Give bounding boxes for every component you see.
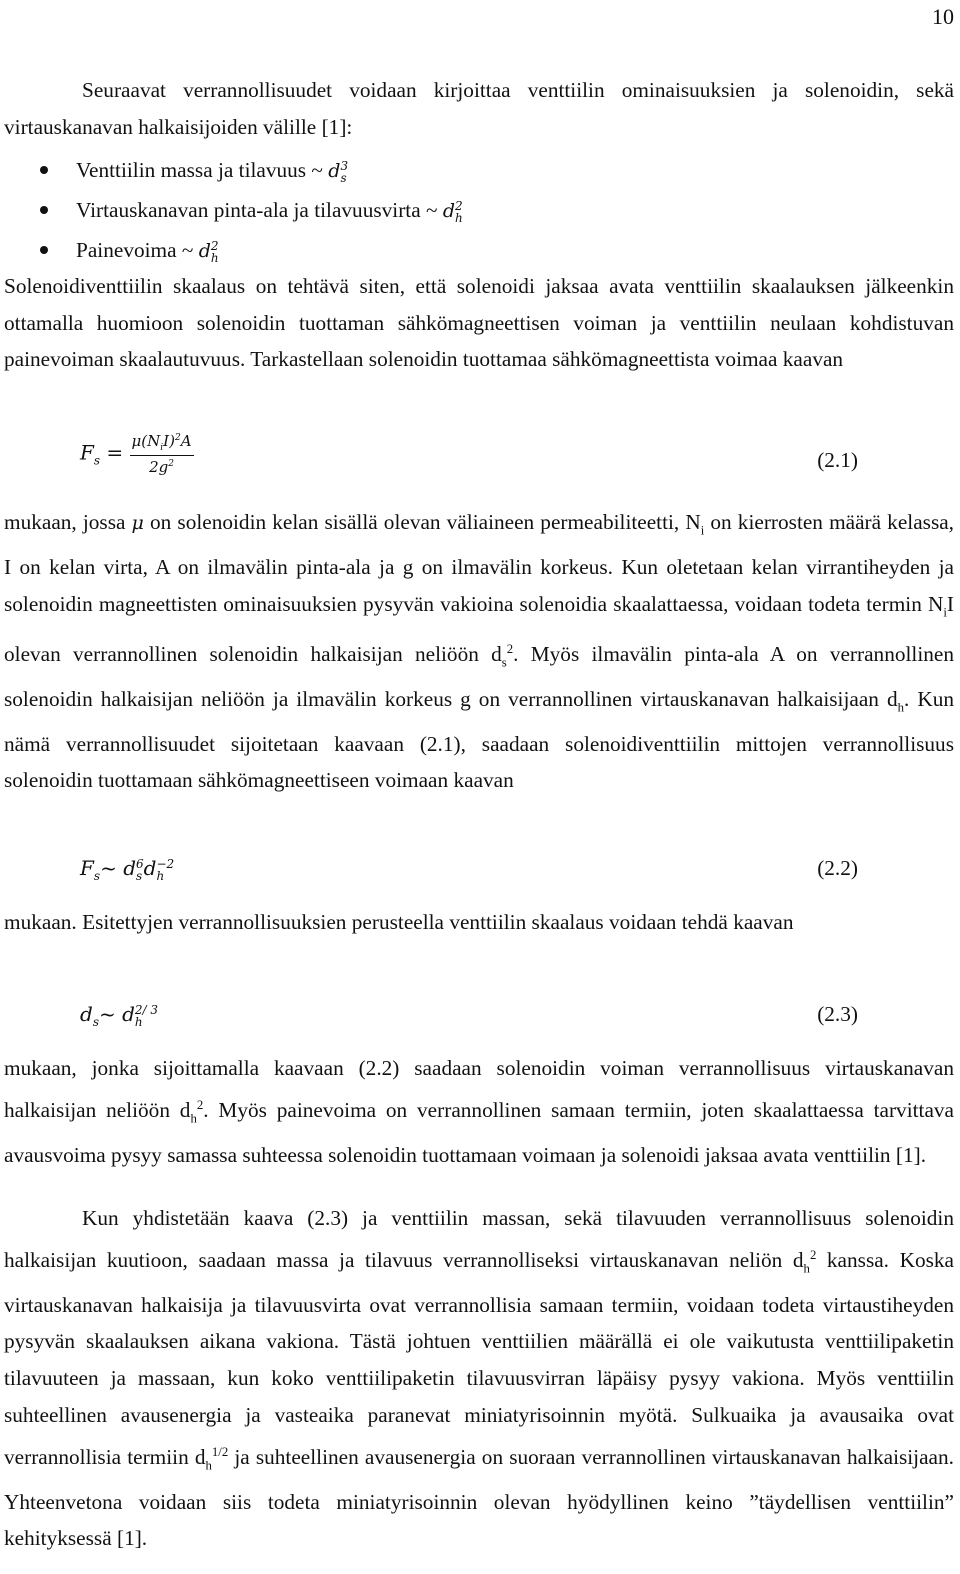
- math-var: d 2 h: [198, 239, 219, 265]
- paragraph-5: Kun yhdistetään kaava (2.3) ja venttiilin massan, sekä tilavuuden verrannollisuus solenoidin halkaisijan kuutioon, saadaan massa ja tilavuus verrannolliseksi virtauskanavan neliön $d_h^2$ kanssa. Koska virtauskanavan halkaisija ja tilavuusvirta ovat verrannollisia samaan termiin, voidaan todeta virtaustiheyden pysyvän skaalauksen aikana vakiona. Tästä johtuen venttiilien määrällä ei ole vaikutusta venttiilipaketin tilavuuteen ja massaan, kun koko venttiilipaketin tilavuusvirran läpäisy pysyy vakiona. Myös venttiilin suhteellinen avausenergia ja vasteaika paranevat miniatyrisoinnin myötä. Sulkuaika ja avausaika ovat verrannollisia termiin $d_h^{1/2}$ ja suhteellinen avausenergia on suoraan verrannollinen virtauskanavan halkaisijaan. Yhteenvetona voidaan siis todeta miniatyrisoinnin olevan hyödyllinen keino ”täydellisen venttiilin” kehityksessä [1].: [4, 1206, 954, 1551]
- paragraph-1: Solenoidiventtiilin skaalaus on tehtävä siten, että solenoidi jaksaa avata venttiilin skaalauksen jälkeenkin ottamalla huomioon solenoidin tuottaman sähkömagneettisen voiman ja venttiilin neulaan kohdistuvan painevoiman skaalautuvuus. Tarkastellaan solenoidin tuottamaa sähkömagneettista voimaa kaavan: [4, 274, 954, 372]
- equation-label: (2.2): [817, 856, 858, 880]
- equation-label: (2.1): [817, 448, 858, 472]
- math-var: d 3 s: [328, 159, 349, 185]
- paragraph-2: mukaan, jossa μ on solenoidin kelan sisällä olevan väliaineen permeabiliteetti, $N_i$ on kierrosten määrä kelassa, I on kelan virta, A on ilmavälin pinta-ala ja g on ilmavälin korkeus. Kun oletetaan kelan virrantiheyden ja solenoidin magneettisten ominaisuuksien pysyvän vakioina solenoidia skaalattaessa, voidaan todeta termin $N_iI$ olevan verrannollinen solenoidin halkaisijan neliöön $d_s^2$. Myös ilmavälin pinta-ala A on verrannollinen solenoidin halkaisijan neliöön ja ilmavälin korkeus g on verrannollinen virtauskanavan halkaisijaan $d_h$. Kun nämä verrannollisuudet sijoitetaan kaavaan (2.1), saadaan solenoidiventtiilin mittojen verrannollisuus solenoidin tuottamaan sähkömagneettiseen voimaan kaavan: [4, 510, 955, 793]
- bullet-item: Venttiilin massa ja tilavuus ~ d 3 s: [40, 152, 348, 189]
- equation-label: (2.3): [817, 1002, 858, 1026]
- bullet-item: Painevoima ~ d 2 h: [40, 232, 219, 269]
- equation-fraction: $\frac{\mu(N_iI)^2A}{2g^2}$: [131, 432, 192, 476]
- bullet-icon: [40, 246, 48, 254]
- bullet-item: Virtauskanavan pinta-ala ja tilavuusvirta ~ d 2 h: [40, 192, 463, 229]
- math-var: d 2 h: [442, 199, 463, 225]
- equation-2-3: $d_s\sim$ d 2/ 3 h: [80, 1002, 159, 1029]
- paragraph-4: mukaan, jonka sijoittamalla kaavaan (2.2) saadaan solenoidin voiman verrannollisuus virtauskanavan halkaisijan neliöön $d_h^2$. Myös painevoima on verrannollinen samaan termiin, joten skaalattaessa tarvittava avausvoima pysyy samassa suhteessa solenoidin tuottamaan voimaan ja solenoidi jaksaa avata venttiilin [1].: [4, 1056, 955, 1167]
- bullet-icon: [40, 166, 48, 174]
- page-number: 10: [932, 4, 954, 29]
- intro-paragraph: Seuraavat verrannollisuudet voidaan kirjoittaa venttiilin ominaisuuksien ja solenoidin, sekä virtauskanavan halkaisijoiden välille [1]:: [4, 78, 954, 139]
- bullet-icon: [40, 206, 48, 214]
- equation-2-2: $F_s\sim$ d 6 s d −2 h: [80, 856, 175, 883]
- paragraph-3: mukaan. Esitettyjen verrannollisuuksien perusteella venttiilin skaalaus voidaan tehdä kaavan: [4, 910, 794, 934]
- equation-2-1: $F_s$ = $\frac{\mu(N_iI)^2A}{2g^2}$: [80, 432, 192, 476]
